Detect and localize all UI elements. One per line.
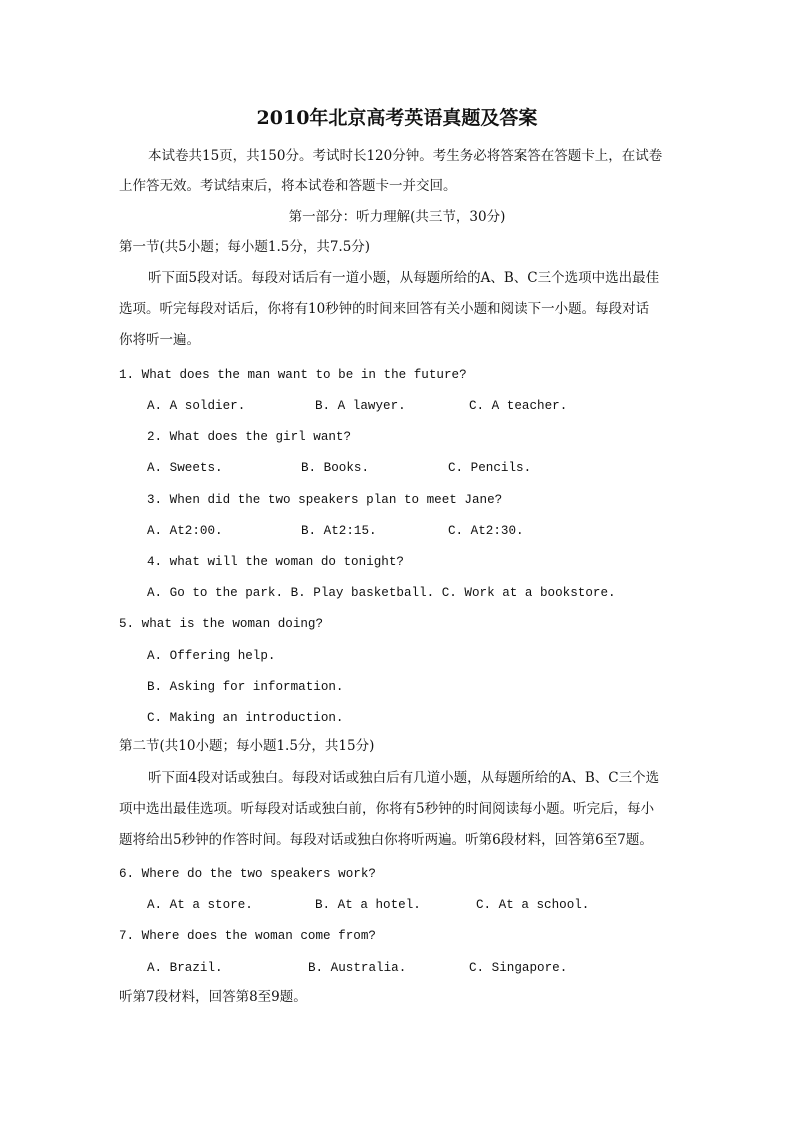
question-3: 3. When did the two speakers plan to meet Jane? — [147, 493, 503, 507]
q3-option-c: C. At2:30. — [448, 524, 524, 538]
q6-option-c: C. At a school. — [476, 898, 590, 912]
q4-options: A. Go to the park. B. Play basketball. C. Work at a bookstore. — [147, 586, 616, 600]
material-7-note: 听第7段材料，回答第8至9题。 — [119, 989, 307, 1005]
section1-instruction-3: 你将听一遍。 — [119, 332, 200, 348]
question-2: 2. What does the girl want? — [147, 430, 352, 444]
q2-option-a: A. Sweets. — [147, 461, 223, 475]
intro-line-2: 上作答无效。考试结束后，将本试卷和答题卡一并交回。 — [119, 178, 457, 194]
question-1: 1. What does the man want to be in the future? — [119, 368, 467, 382]
section1-instruction-2: 选项。听完每段对话后，你将有10秒钟的时间来回答有关小题和阅读下一小题。每段对话 — [119, 301, 650, 317]
q6-option-a: A. At a store. — [147, 898, 253, 912]
question-5: 5. what is the woman doing? — [119, 617, 324, 631]
section2-heading: 第二节(共10小题；每小题1.5分，共15分) — [119, 738, 375, 754]
q3-option-b: B. At2:15. — [301, 524, 377, 538]
page-title: 2010年北京高考英语真题及答案 — [256, 107, 538, 129]
q1-option-a: A. A soldier. — [147, 399, 246, 413]
section2-instruction-3: 题将给出5秒钟的作答时间。每段对话或独白你将听两遍。听第6段材料，回答第6至7题。 — [119, 832, 653, 848]
question-6: 6. Where do the two speakers work? — [119, 867, 376, 881]
q7-option-b: B. Australia. — [308, 961, 407, 975]
question-7: 7. Where does the woman come from? — [119, 929, 376, 943]
q1-option-b: B. A lawyer. — [315, 399, 406, 413]
q5-option-b: B. Asking for information. — [147, 680, 344, 694]
question-4: 4. what will the woman do tonight? — [147, 555, 404, 569]
q5-option-a: A. Offering help. — [147, 649, 276, 663]
q2-option-c: C. Pencils. — [448, 461, 532, 475]
section1-heading: 第一节(共5小题；每小题1.5分，共7.5分) — [119, 239, 371, 255]
q5-option-c: C. Making an introduction. — [147, 711, 344, 725]
intro-line-1: 本试卷共15页，共150分。考试时长120分钟。考生务必将答案答在答题卡上，在试卷 — [148, 148, 663, 164]
section2-instruction-2: 项中选出最佳选项。听每段对话或独白前，你将有5秒钟的时间阅读每小题。听完后，每小 — [119, 801, 655, 817]
section2-instruction-1: 听下面4段对话或独白。每段对话或独白后有几道小题，从每题所给的A、B、C三个选 — [148, 770, 660, 786]
q7-option-a: A. Brazil. — [147, 961, 223, 975]
q3-option-a: A. At2:00. — [147, 524, 223, 538]
part1-heading: 第一部分：听力理解(共三节，30分) — [288, 209, 506, 225]
q2-option-b: B. Books. — [301, 461, 370, 475]
q1-option-c: C. A teacher. — [469, 399, 568, 413]
section1-instruction-1: 听下面5段对话。每段对话后有一道小题，从每题所给的A、B、C三个选项中选出最佳 — [148, 270, 660, 286]
q6-option-b: B. At a hotel. — [315, 898, 421, 912]
q7-option-c: C. Singapore. — [469, 961, 568, 975]
